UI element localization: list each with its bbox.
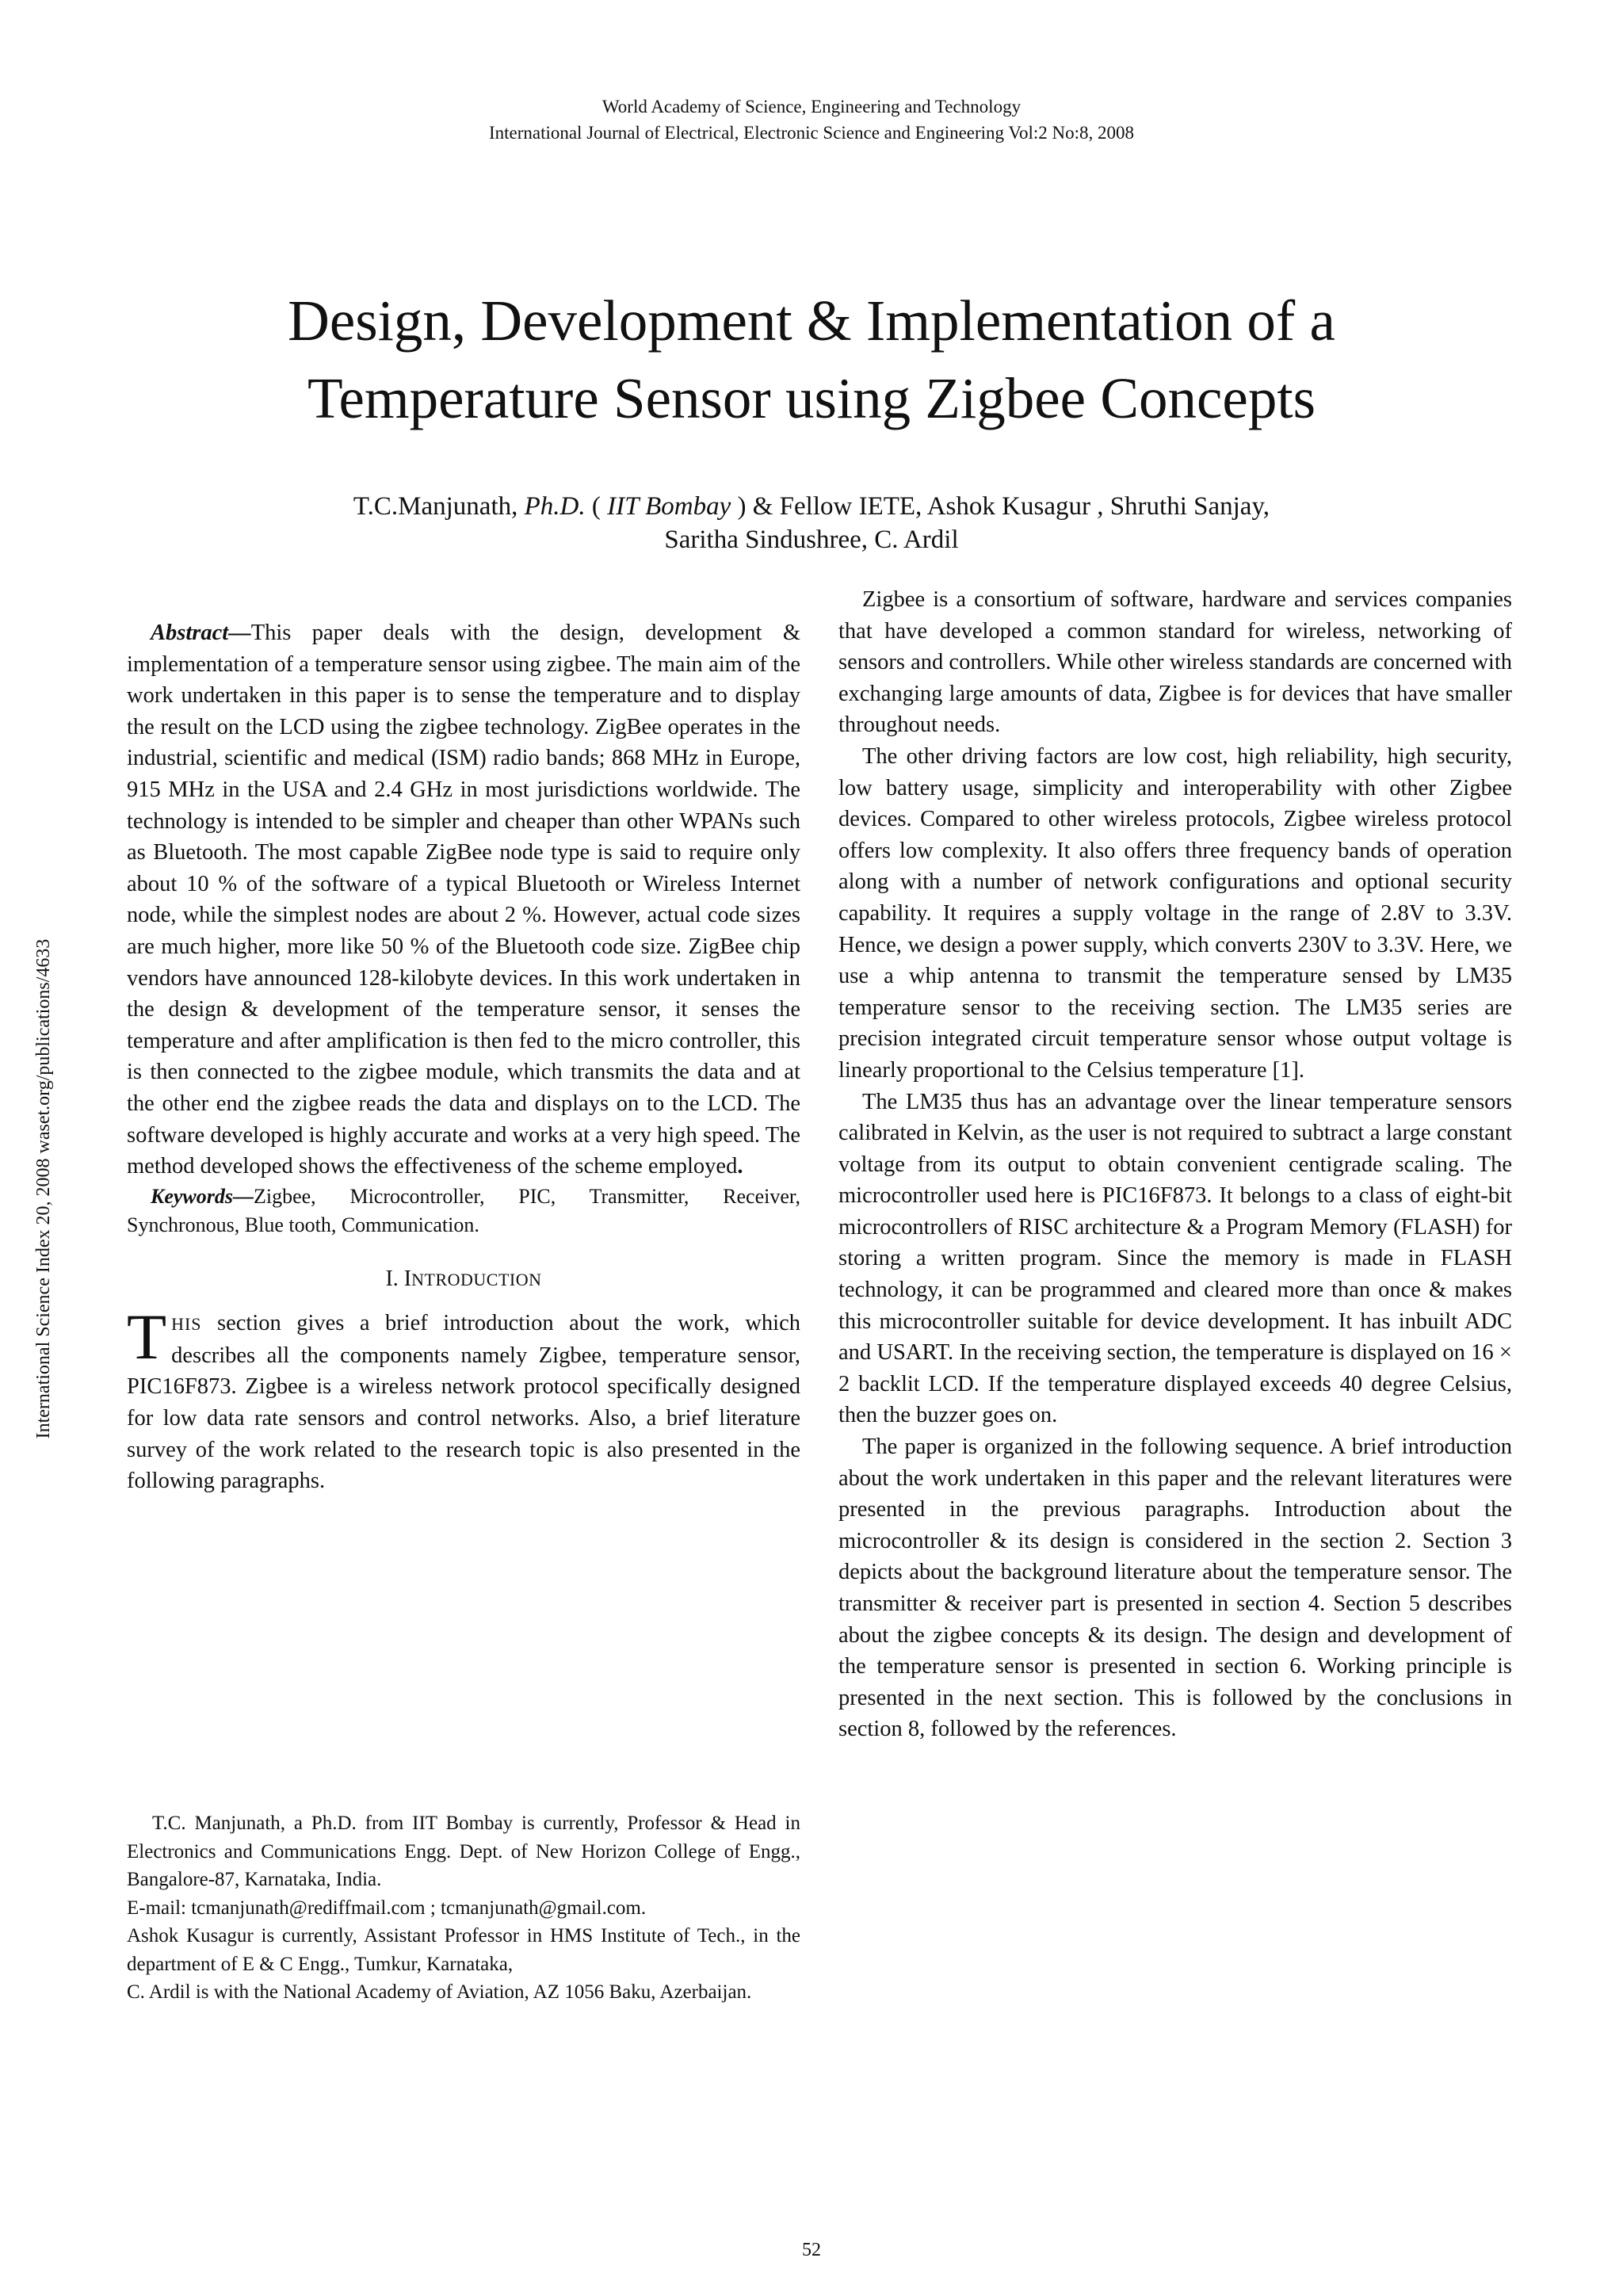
- journal-header: [0, 94, 1623, 146]
- left-column: [127, 617, 800, 1497]
- header-line-2: International Journal of Electrical, Electronic Science and Engineering Vol:2 No:8, 2008: [488, 123, 1135, 143]
- paper-title: [0, 282, 1623, 437]
- author-others: ) & Fellow IETE, Ashok Kusagur , Shruthi Sanjay,: [731, 492, 1270, 521]
- footnote-p2: Ashok Kusagur is currently, Assistant Professor in HMS Institute of Tech., in the department of E & C Engg., Tumkur, Karnataka,: [127, 1925, 800, 1975]
- section-heading-introduction: I. INTRODUCTION: [385, 1266, 542, 1291]
- title-line-2: Temperature Sensor using Zigbee Concepts: [307, 366, 1316, 430]
- keywords: [127, 1182, 800, 1240]
- keywords-label: Keywords—: [151, 1184, 254, 1208]
- author-footnote: [127, 1809, 800, 2007]
- intro-paragraph: [127, 1301, 800, 1497]
- abstract-label: Abstract—: [151, 621, 251, 645]
- title-line-1: Design, Development & Implementation of a: [288, 288, 1335, 353]
- footnote-p3: C. Ardil is with the National Academy of Aviation, AZ 1056 Baku, Azerbaijan.: [127, 1981, 752, 2003]
- abstract-text: This paper deals with the design, development & implementation of a temperature sensor using zigbee. The main aim of the work undertaken in this paper is to sense the temperature and to display the result on the LCD using the zigbee technology. ZigBee operates in the industrial, scientific and medical (ISM) radio bands; 868 MHz in Europe, 915 MHz in the USA and 2.4 GHz in most jurisdictions worldwide. The technology is intended to be simpler and cheaper than other WPANs such as Bluetooth. The most capable ZigBee node type is said to require only about 10 % of the software of a typical Bluetooth or Wireless Internet node, while the simplest nodes are about 2 %. However, actual code sizes are much higher, more like 50 % of the Bluetooth code size. ZigBee chip vendors have announced 128-kilobyte devices. In this work undertaken in the design & development of the temperature sensor, it senses the temperature and after amplification is then fed to the micro controller, this is then connected to the zigbee module, which transmits the data and at the other end the zigbee reads the data and displays on to the LCD. The software developed is highly accurate and works at a very high speed. The method developed shows the effectiveness of the scheme employed: [127, 621, 800, 1179]
- intro-lead: HIS: [171, 1314, 202, 1335]
- author-name: T.C.Manjunath,: [353, 492, 525, 521]
- drop-cap: T: [127, 1301, 167, 1373]
- right-paragraph-1: Zigbee is a consortium of software, hardware and services companies that have developed a common standard for wireless, networking of sensors and controllers. While other wireless standards are concerned with exchanging large amounts of data, Zigbee is for devices that have smaller throughout needs.: [838, 587, 1512, 738]
- author-line-1: [0, 490, 1623, 523]
- author-paren: (: [585, 492, 608, 521]
- abstract: [127, 617, 800, 1182]
- right-paragraph-2: The other driving factors are low cost, high reliability, high security, low battery usage, simplicity and interoperability with other Zigbee devices. Compared to other wireless protocols, Zigbee wireless protocol offers low complexity. It also offers three frequency bands of operation along with a number of network configurations and optional security capability. It requires a supply voltage in the range of 2.8V to 3.3V. Hence, we design a power supply, which converts 230V to 3.3V. Here, we use a whip antenna to transmit the temperature sensed by LM35 temperature sensor to the receiving section. The LM35 series are precision integrated circuit temperature sensor whose output voltage is linearly proportional to the Celsius temperature [1].: [838, 743, 1512, 1083]
- author-line-2: Saritha Sindushree, C. Ardil: [664, 525, 959, 554]
- right-paragraph-3: The LM35 thus has an advantage over the linear temperature sensors calibrated in Kelvin, as the user is not required to subtract a large constant voltage from its output to obtain convenient centigrade scaling. The microcontroller used here is PIC16F873. It belongs to a class of eight-bit microcontrollers of RISC architecture & a Program Memory (FLASH) for storing a written program. Since the memory is made in FLASH technology, it can be programmed and cleared more than once & makes this microcontroller suitable for device development. It has inbuilt ADC and USART. In the receiving section, the temperature is displayed on 16 × 2 backlit LCD. If the temperature displayed exceeds 40 degree Celsius, then the buzzer goes on.: [838, 1089, 1512, 1428]
- footnote-email: E-mail: tcmanjunath@rediffmail.com ; tcmanjunath@gmail.com.: [127, 1897, 647, 1919]
- side-index-label: International Science Index 20, 2008 waset.org/publications/4633: [33, 938, 54, 1439]
- right-column: [838, 584, 1512, 1745]
- right-paragraph-4: The paper is organized in the following sequence. A brief introduction about the work undertaken in this paper and the relevant literatures were presented in the previous paragraphs. Introduction about the microcontroller & its design is considered in the section 2. Section 3 depicts about the background literature about the temperature sensor. The transmitter & receiver part is presented in section 4. Section 5 describes about the zigbee concepts & its design. The design and development of the temperature sensor is presented in section 6. Working principle is presented in the next section. This is followed by the conclusions in section 8, followed by the references.: [838, 1435, 1512, 1742]
- intro-text: section gives a brief introduction about the work, which describes all the components namely Zigbee, temperature sensor, PIC16F873. Zigbee is a wireless network protocol specifically designed for low data rate sensors and control networks. Also, a brief literature survey of the work related to the research topic is also presented in the following paragraphs.: [127, 1311, 800, 1494]
- page-number: 52: [802, 2240, 821, 2260]
- author-institute: IIT Bombay: [607, 492, 731, 521]
- keywords-text: Zigbee, Microcontroller, PIC, Transmitter, Receiver, Synchronous, Blue tooth, Communication.: [127, 1184, 800, 1236]
- abstract-end: .: [737, 1154, 743, 1179]
- footnote-p1: T.C. Manjunath, a Ph.D. from IIT Bombay is currently, Professor & Head in Electronics and Communications Engg. Dept. of New Horizon College of Engg., Bangalore-87, Karnataka, India.: [127, 1813, 800, 1890]
- author-list: [0, 490, 1623, 556]
- header-line-1: World Academy of Science, Engineering and Technology: [601, 97, 1022, 117]
- author-degree: Ph.D.: [524, 492, 586, 521]
